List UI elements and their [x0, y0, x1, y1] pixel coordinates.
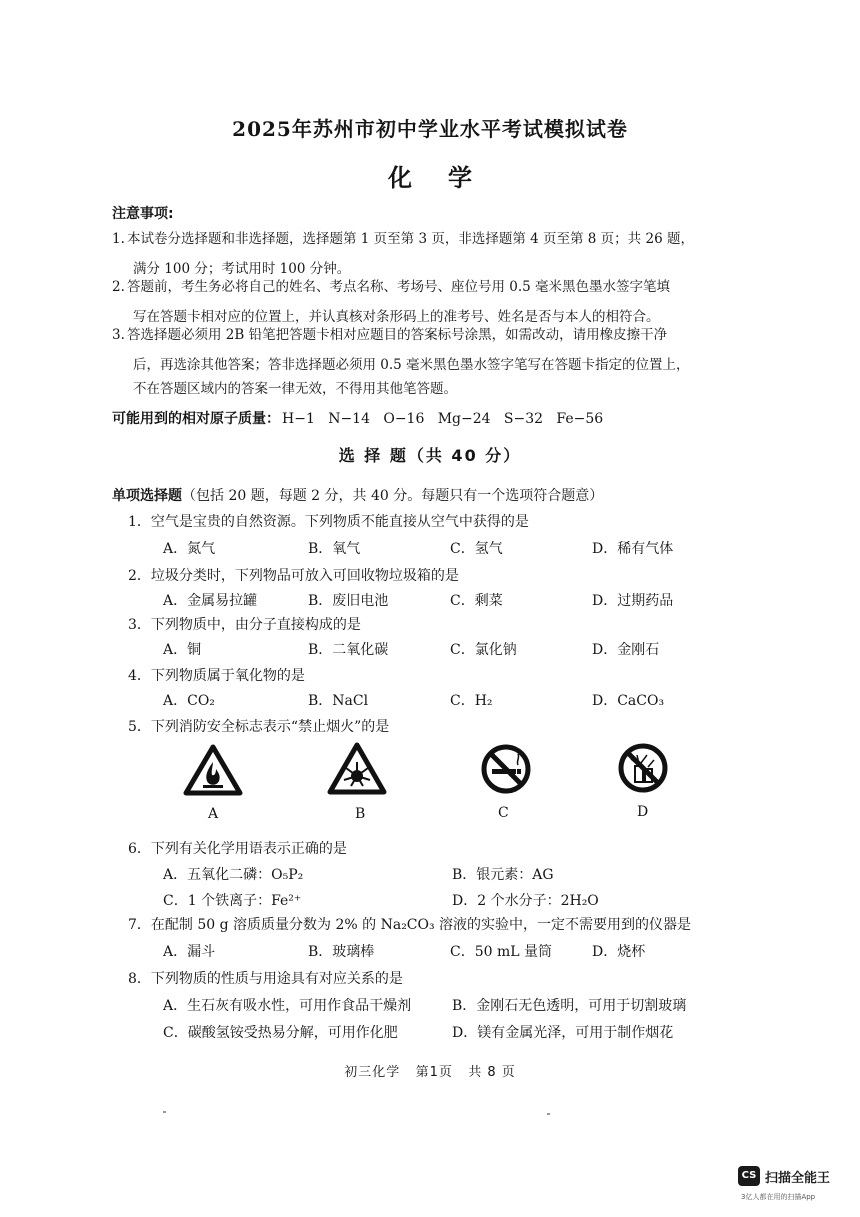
question-option: B．银元素：AG — [452, 867, 554, 883]
question-stem: 3．下列物质中，由分子直接构成的是 — [128, 617, 361, 633]
question-option: A．氮气 — [163, 541, 216, 557]
question-option: A．铜 — [163, 642, 202, 658]
note-item-1 — [112, 226, 694, 252]
question-option: A．漏斗 — [163, 944, 216, 960]
camscanner-logo-icon: CS — [738, 1166, 760, 1186]
question-option: C．50 mL 量筒 — [450, 944, 552, 960]
note-number: 1. — [112, 231, 125, 247]
question-option: B．二氧化碳 — [308, 642, 389, 658]
question-stem: 2．垃圾分类时，下列物品可放入可回收物垃圾箱的是 — [128, 568, 459, 584]
section-instruction — [112, 485, 603, 505]
note-item-3 — [112, 322, 667, 348]
question-option: C．H₂ — [450, 693, 493, 709]
no-smoking-sign-icon — [480, 743, 532, 795]
explosive-warning-sign-icon — [327, 742, 387, 796]
no-fireworks-sign-icon — [617, 742, 669, 794]
note-line: 本试卷分选择题和非选择题，选择题第 1 页至第 3 页，非选择题第 4 页至第 8 页；共 26 题， — [127, 231, 694, 247]
question-stem: 7．在配制 50 g 溶质质量分数为 2% 的 Na₂CO₃ 溶液的实验中，一定不需要用到的仪器是 — [128, 917, 692, 933]
note-line: 不在答题区域内的答案一律无效，不得用其他笔答题。 — [133, 381, 457, 397]
question-option: C．剩菜 — [450, 593, 503, 609]
sign-label: D — [637, 804, 649, 820]
question-option: C．碳酸氢铵受热易分解，可用作化肥 — [163, 1025, 398, 1041]
instruction-rest: （包括 20 题，每题 2 分，共 40 分。每题只有一个选项符合题意） — [182, 488, 604, 504]
question-option: A．CO₂ — [163, 693, 215, 709]
question-stem: 8．下列物质的性质与用途具有对应关系的是 — [128, 971, 403, 987]
question-option: D．金刚石 — [592, 642, 660, 658]
note-line: 答题前，考生务必将自己的姓名、考点名称、考场号、座位号用 0.5 毫米黑色墨水签字笔填 — [127, 279, 671, 295]
question-option: D．CaCO₃ — [592, 693, 665, 709]
sign-label: B — [355, 806, 366, 822]
question-option: B．废旧电池 — [308, 593, 389, 609]
question-option: B．金刚石无色透明，可用于切割玻璃 — [452, 998, 687, 1014]
sign-label: C — [498, 805, 509, 821]
flammable-warning-sign-icon — [183, 744, 243, 796]
watermark-name: 扫描全能王 — [765, 1171, 831, 1186]
note-number: 2. — [112, 279, 125, 295]
watermark-tagline: 3亿人都在用的扫描App — [741, 1193, 816, 1201]
atomic-masses — [112, 408, 603, 428]
question-option: C．氯化钠 — [450, 642, 517, 658]
atomic-masses-label: 可能用到的相对原子质量： — [112, 411, 280, 427]
page-footer: 初三化学 第1页 共 8 页 — [344, 1065, 516, 1080]
note-line: 后，再选涂其他答案；答非选择题必须用 0.5 毫米黑色墨水签字笔写在答题卡指定的位置上， — [133, 357, 690, 373]
note-item-2 — [112, 274, 670, 300]
scan-speck — [163, 1111, 166, 1113]
question-option: A．生石灰有吸水性，可用作食品干燥剂 — [163, 998, 412, 1014]
note-line: 写在答题卡相对应的位置上，并认真核对条形码上的准考号、姓名是否与本人的相符合。 — [133, 309, 660, 325]
notes-heading: 注意事项: — [112, 206, 174, 222]
question-option: D．过期药品 — [592, 593, 674, 609]
note-line: 满分 100 分；考试用时 100 分钟。 — [133, 261, 351, 277]
question-option: B．NaCl — [308, 693, 369, 709]
question-stem: 5．下列消防安全标志表示“禁止烟火”的是 — [128, 719, 390, 735]
question-option: C．氢气 — [450, 541, 503, 557]
question-option: B．玻璃棒 — [308, 944, 375, 960]
question-stem: 1．空气是宝贵的自然资源。下列物质不能直接从空气中获得的是 — [128, 514, 529, 530]
question-option: D．2 个水分子：2H₂O — [452, 893, 599, 909]
subject-title: 化学 — [388, 163, 508, 192]
question-stem: 6．下列有关化学用语表示正确的是 — [128, 841, 347, 857]
question-option: D．稀有气体 — [592, 541, 674, 557]
sign-label: A — [208, 806, 219, 822]
atomic-masses-values: H−1 N−14 O−16 Mg−24 S−32 Fe−56 — [282, 411, 604, 427]
question-option: C．1 个铁离子：Fe²⁺ — [163, 893, 302, 909]
scan-speck — [547, 1113, 550, 1115]
note-line: 答选择题必须用 2B 铅笔把答题卡相对应题目的答案标号涂黑，如需改动，请用橡皮擦干净 — [127, 327, 668, 343]
question-option: D．烧杯 — [592, 944, 646, 960]
section-title: 选 择 题（共 40 分） — [338, 446, 522, 465]
question-option: A．金属易拉罐 — [163, 593, 258, 609]
question-stem: 4．下列物质属于氧化物的是 — [128, 668, 305, 684]
instruction-bold: 单项选择题 — [112, 488, 182, 504]
note-number: 3. — [112, 327, 125, 343]
question-option: B．氧气 — [308, 541, 361, 557]
exam-title: 2025年苏州市初中学业水平考试模拟试卷 — [232, 117, 628, 141]
question-option: A．五氧化二磷：O₅P₂ — [163, 867, 304, 883]
question-option: D．镁有金属光泽，可用于制作烟花 — [452, 1025, 674, 1041]
